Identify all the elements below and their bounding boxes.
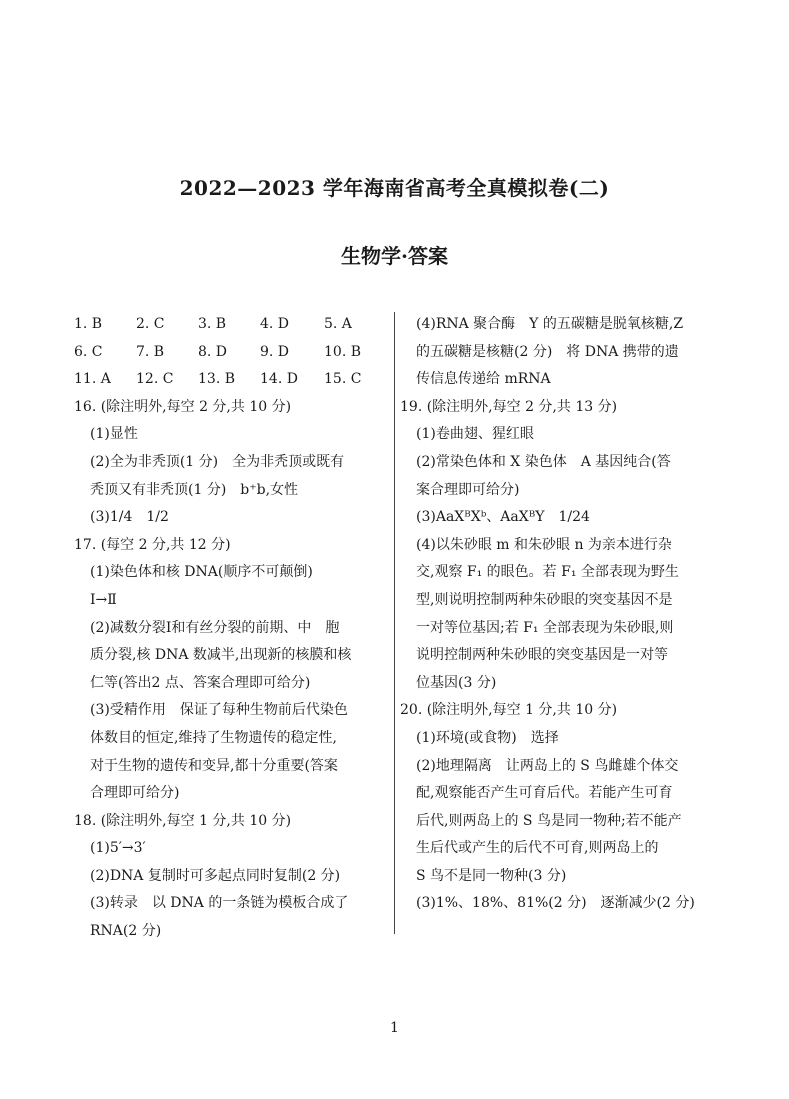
answer-line: (2)DNA 复制时可多起点同时复制(2 分) [90, 867, 341, 884]
answer-line: 体数目的恒定,维持了生物遗传的稳定性, [90, 729, 337, 746]
choice-answer: 15. C [324, 371, 362, 388]
answer-line: 交,观察 F₁ 的眼色。若 F₁ 全部表现为野生 [416, 564, 679, 581]
choice-answer: 6. C [74, 343, 103, 360]
left-answer-lines [74, 394, 390, 946]
choice-answer: 9. D [260, 343, 290, 360]
answer-line: 后代,则两岛上的 S 鸟是同一物种;若不能产 [416, 812, 682, 829]
answer-line: (2)减数分裂Ⅰ和有丝分裂的前期、中 胞 [90, 619, 340, 636]
choice-answer: 1. B [74, 316, 103, 332]
question-heading: 19. (除注明外,每空 2 分,共 13 分) [400, 398, 618, 415]
answer-line: (1)卷曲翅、猩红眼 [416, 426, 534, 443]
answer-line: (3)1/4 1/2 [90, 509, 169, 526]
choice-answer: 4. D [260, 316, 290, 332]
answer-line: 质分裂,核 DNA 数减半,出现新的核膜和核 [90, 647, 352, 664]
choice-answer: 14. D [260, 371, 298, 388]
answer-line: 生后代或产生的后代不可育,则两岛上的 [416, 840, 659, 857]
answer-line: RNA(2 分) [90, 923, 162, 940]
question-heading: 16. (除注明外,每空 2 分,共 10 分) [74, 398, 292, 415]
choice-answer: 11. A [74, 371, 111, 388]
page-subtitle: 生物学·答案 [341, 244, 448, 268]
choice-answer: 10. B [324, 343, 362, 360]
answer-line: 仁等(答出2 点、答案合理即可给分) [90, 674, 311, 691]
question-heading: 17. (每空 2 分,共 12 分) [74, 536, 231, 553]
answer-line: 一对等位基因;若 F₁ 全部表现为朱砂眼,则 [416, 619, 674, 636]
left-column [74, 311, 390, 946]
answer-line: S 鸟不是同一物种(3 分) [416, 867, 567, 884]
column-divider [394, 312, 395, 934]
answer-line: 秃顶又有非秃顶(1 分) b⁺b,女性 [90, 481, 299, 498]
right-column [400, 311, 720, 918]
answer-line: (2)全为非秃顶(1 分) 全为非秃顶或既有 [90, 453, 345, 470]
answer-line: (1)环境(或食物) 选择 [416, 729, 559, 746]
answer-line: 型,则说明控制两种朱砂眼的突变基因不是 [416, 591, 673, 608]
answer-line: 合理即可给分) [90, 785, 180, 802]
answer-line: 配,观察能否产生可育后代。若能产生可育 [416, 785, 673, 802]
answer-line: 位基因(3 分) [416, 674, 497, 691]
answer-line: 的五碳糖是核糖(2 分) 将 DNA 携带的遗 [416, 343, 679, 360]
answer-line: (1)显性 [90, 426, 138, 443]
right-answer-lines [400, 311, 720, 918]
answer-line: (3)受精作用 保证了每种生物前后代染色 [90, 702, 348, 719]
choice-answer-grid [74, 311, 390, 394]
answer-line: (3)AaXᴮXᵇ、AaXᴮY 1/24 [416, 509, 590, 526]
choice-answer: 12. C [136, 371, 174, 388]
answer-line: (3)1%、18%、81%(2 分) 逐渐减少(2 分) [416, 895, 695, 912]
page-number: 1 [390, 1020, 399, 1036]
answer-line: (2)地理隔离 让两岛上的 S 鸟雌雄个体交 [416, 757, 679, 774]
answer-line: (1)染色体和核 DNA(顺序不可颠倒) [90, 564, 313, 581]
answer-line: 传信息传递给 mRNA [416, 371, 551, 388]
answer-line: 说明控制两种朱砂眼的突变基因是一对等 [416, 647, 668, 664]
answer-line: 对于生物的遗传和变异,都十分重要(答案 [90, 757, 338, 774]
choice-answer: 13. B [198, 371, 236, 388]
answer-line: (1)5′→3′ [90, 840, 146, 857]
question-heading: 20. (除注明外,每空 1 分,共 10 分) [400, 702, 618, 719]
answer-line: Ⅰ→Ⅱ [90, 591, 117, 608]
question-heading: 18. (除注明外,每空 1 分,共 10 分) [74, 812, 292, 829]
answer-line: 案合理即可给分) [416, 481, 520, 498]
answer-line: (4)RNA 聚合酶 Y 的五碳糖是脱氧核糖,Z [416, 316, 684, 332]
choice-answer: 3. B [198, 316, 227, 332]
choice-answer: 7. B [136, 343, 165, 360]
page-title: 2022—2023 学年海南省高考全真模拟卷(二) [179, 176, 610, 200]
choice-answer: 5. A [324, 316, 352, 332]
answer-line: (2)常染色体和 X 染色体 A 基因纯合(答 [416, 453, 671, 470]
choice-answer: 2. C [136, 316, 165, 332]
answer-line: (3)转录 以 DNA 的一条链为模板合成了 [90, 895, 349, 912]
answer-line: (4)以朱砂眼 m 和朱砂眼 n 为亲本进行杂 [416, 536, 672, 553]
choice-answer: 8. D [198, 343, 228, 360]
